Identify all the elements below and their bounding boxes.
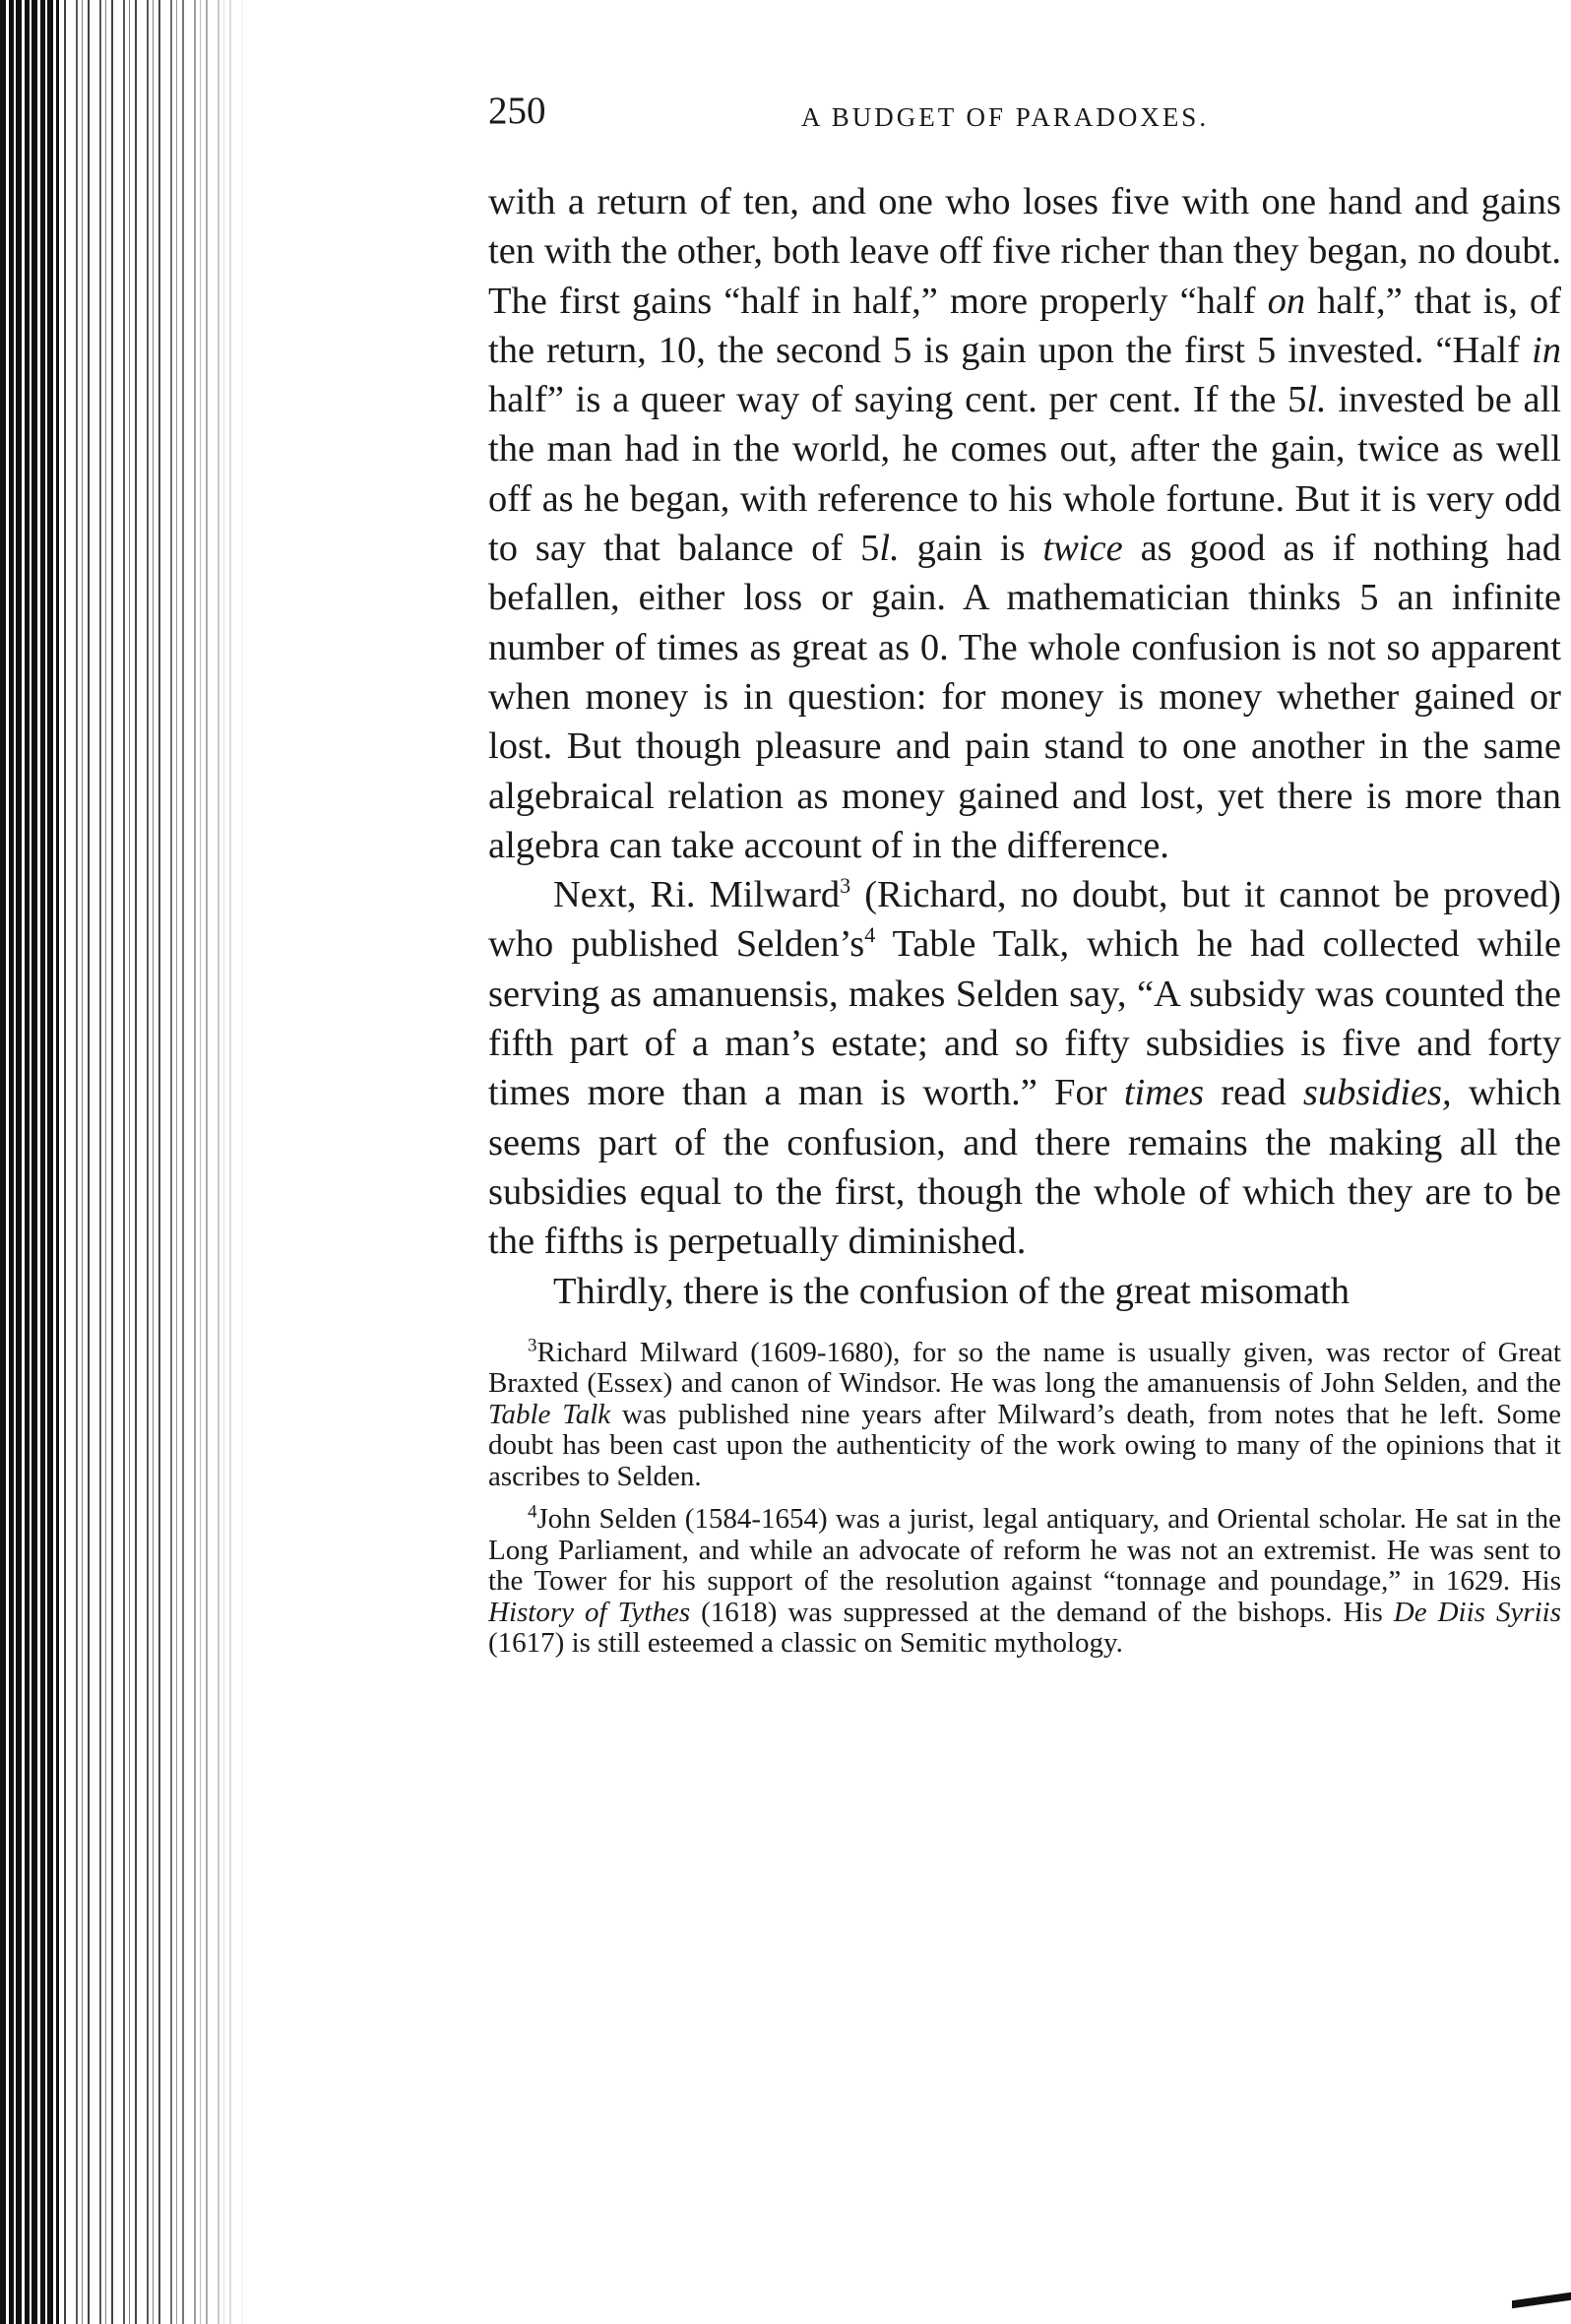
page-number: 250 (488, 90, 546, 132)
book-spine (0, 0, 59, 2324)
footnote-mark: 3 (528, 1335, 537, 1356)
paragraph-1: with a return of ten, and one who loses five with one hand and gains ten with the other, both leave off five richer than they began, no doubt. The first gains “half in half,” more properly “half on half,” that is, of the return, 10, the second 5 is gain upon the first 5 invested. “Half in half” is a queer way of saying cent. per cent. If the 5l. invested be all the man had in the world, he comes out, after the gain, twice as well off as he began, with reference to his whole fortune. But it is very odd to say that balance of 5l. gain is twice as good as if nothing had befallen, either loss or gain. A mathematician thinks 5 an infinite number of times as great as 0. The whole confusion is not so apparent when money is in question: for money is money whether gained or lost. But though pleasure and pain stand to one another in the same algebraical relation as money gained and lost, yet there is more than algebra can take account of in the difference. (488, 181, 1561, 866)
spine-shadow (157, 0, 246, 2324)
footnote-ref-3: 3 (840, 873, 851, 899)
running-title: A BUDGET OF PARADOXES. (801, 102, 1210, 132)
book-page (488, 89, 1561, 1671)
footnotes (488, 1335, 1562, 1660)
footnote-mark: 4 (528, 1501, 537, 1523)
paragraph-3: Thirdly, there is the confusion of the great misomath (553, 1270, 1351, 1312)
footnote-3: $^3$Richard Milward (1609-1680), for so the name is usually given, was rector of Great Braxted (Essex) and canon of Windsor. He was long the amanuensis of John Selden, and the Table Talk was published nine years after Milward’s death, from notes that he left. Some doubt has been cast upon the authenticity of the work owing to many of the opinions that it ascribes to Selden. (488, 1335, 1562, 1492)
page-corner-shadow (1512, 2293, 1571, 2308)
body-text (488, 177, 1561, 1316)
paragraph-2: Next, Ri. Milward$^3$ (Richard, no doubt, but it cannot be proved) who published $Selden’s^4$ Table Talk, which he had collected while serving as amanuensis, makes Selden say, “A subsidy was counted the fifth part of a man’s estate; and so fifty subsidies is five and forty times more than a man is worth.” For times read subsidies, which seems part of the confusion, and there remains the making all the subsidies equal to the first, though the whole of which they are to be the fifths is perpetually diminished. (488, 873, 1562, 1263)
running-head (488, 89, 1561, 148)
footnote-4: $^4$John Selden (1584-1654) was a jurist, legal antiquary, and Oriental scholar. He sat in the Long Parliament, and while an advocate of reform he was not an extremist. He was sent to the Tower for his support of the resolution against “tonnage and poundage,” in 1629. His History of Tythes (1618) was suppressed at the demand of the bishops. His De Diis Syriis (1617) is still esteemed a classic on Semitic mythology. (488, 1501, 1562, 1660)
footnote-ref-4: 4 (864, 922, 876, 948)
